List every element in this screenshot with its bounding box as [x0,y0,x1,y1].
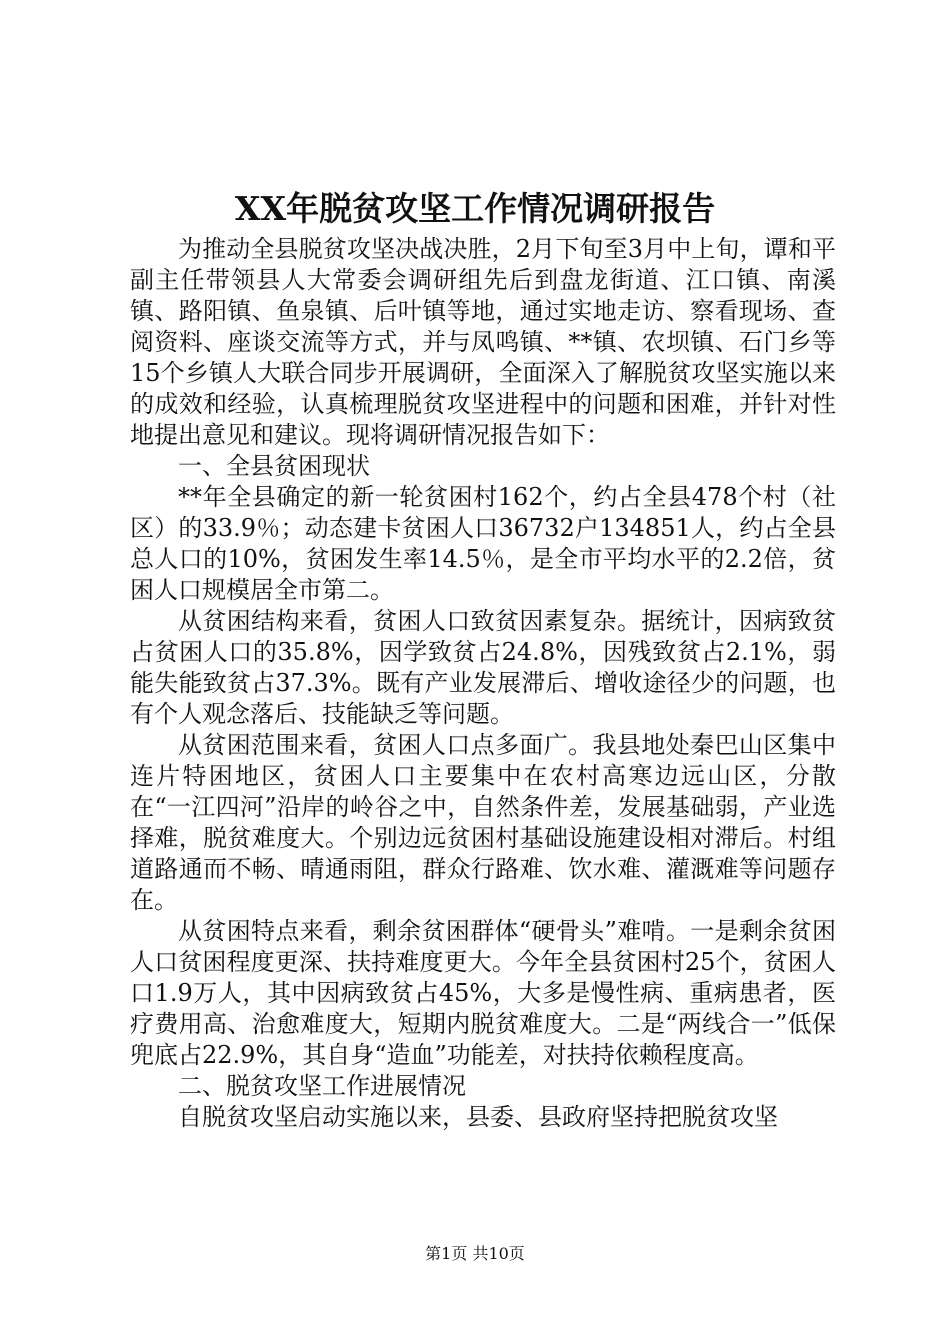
document-title: XX年脱贫攻坚工作情况调研报告 [234,189,716,228]
document-body [130,234,836,1133]
section-heading-1: 一、全县贫困现状 [178,452,370,480]
intro-paragraph: 为推动全县脱贫攻坚决战决胜，2月下旬至3月中上旬，谭和平副主任带领县人大常委会调研组先后到盘龙街道、江口镇、南溪镇、路阳镇、鱼泉镇、后叶镇等地，通过实地走访、察看现场、查阅资料、座谈交流等方式，并与凤鸣镇、**镇、农坝镇、石门乡等15个乡镇人大联合同步开展调研，全面深入了解脱贫攻坚实施以来的成效和经验，认真梳理脱贫攻坚进程中的问题和困难，并针对性地提出意见和建议。现将调研情况报告如下： [130,235,836,449]
section-heading-2: 二、脱贫攻坚工作进展情况 [178,1072,466,1100]
paragraph-poverty-structure: 从贫困结构来看，贫困人口致贫因素复杂。据统计，因病致贫占贫困人口的35.8%，因学致贫占24.8%，因残致贫占2.1%，弱能失能致贫占37.3%。既有产业发展滞后、增收途径少的问题，也有个人观念落后、技能缺乏等问题。 [130,607,836,728]
paragraph-poverty-stats: **年全县确定的新一轮贫困村162个，约占全县478个村（社区）的33.9％；动态建卡贫困人口36732户134851人，约占全县总人口的10%，贫困发生率14.5％，是全市平均水平的2.2倍，贫困人口规模居全市第二。 [130,483,836,604]
page-footer: 第1页 共10页 [425,1244,525,1263]
paragraph-poverty-features: 从贫困特点来看，剩余贫困群体“硬骨头”难啃。一是剩余贫困人口贫困程度更深、扶持难度更大。今年全县贫困村25个，贫困人口1.9万人，其中因病致贫占45%，大多是慢性病、重病患者，医疗费用高、治愈难度大，短期内脱贫难度大。二是“两线合一”低保兜底占22.9%，其自身“造血”功能差，对扶持依赖程度高。 [130,917,836,1069]
paragraph-poverty-scope: 从贫困范围来看，贫困人口点多面广。我县地处秦巴山区集中连片特困地区，贫困人口主要集中在农村高寒边远山区，分散在“一江四河”沿岸的岭谷之中，自然条件差，发展基础弱，产业选择难，脱贫难度大。个别边远贫困村基础设施建设相对滞后。村组道路通而不畅、晴通雨阻，群众行路难、饮水难、灌溉难等问题存在。 [130,731,836,914]
paragraph-progress: 自脱贫攻坚启动实施以来，县委、县政府坚持把脱贫攻坚 [178,1103,778,1131]
